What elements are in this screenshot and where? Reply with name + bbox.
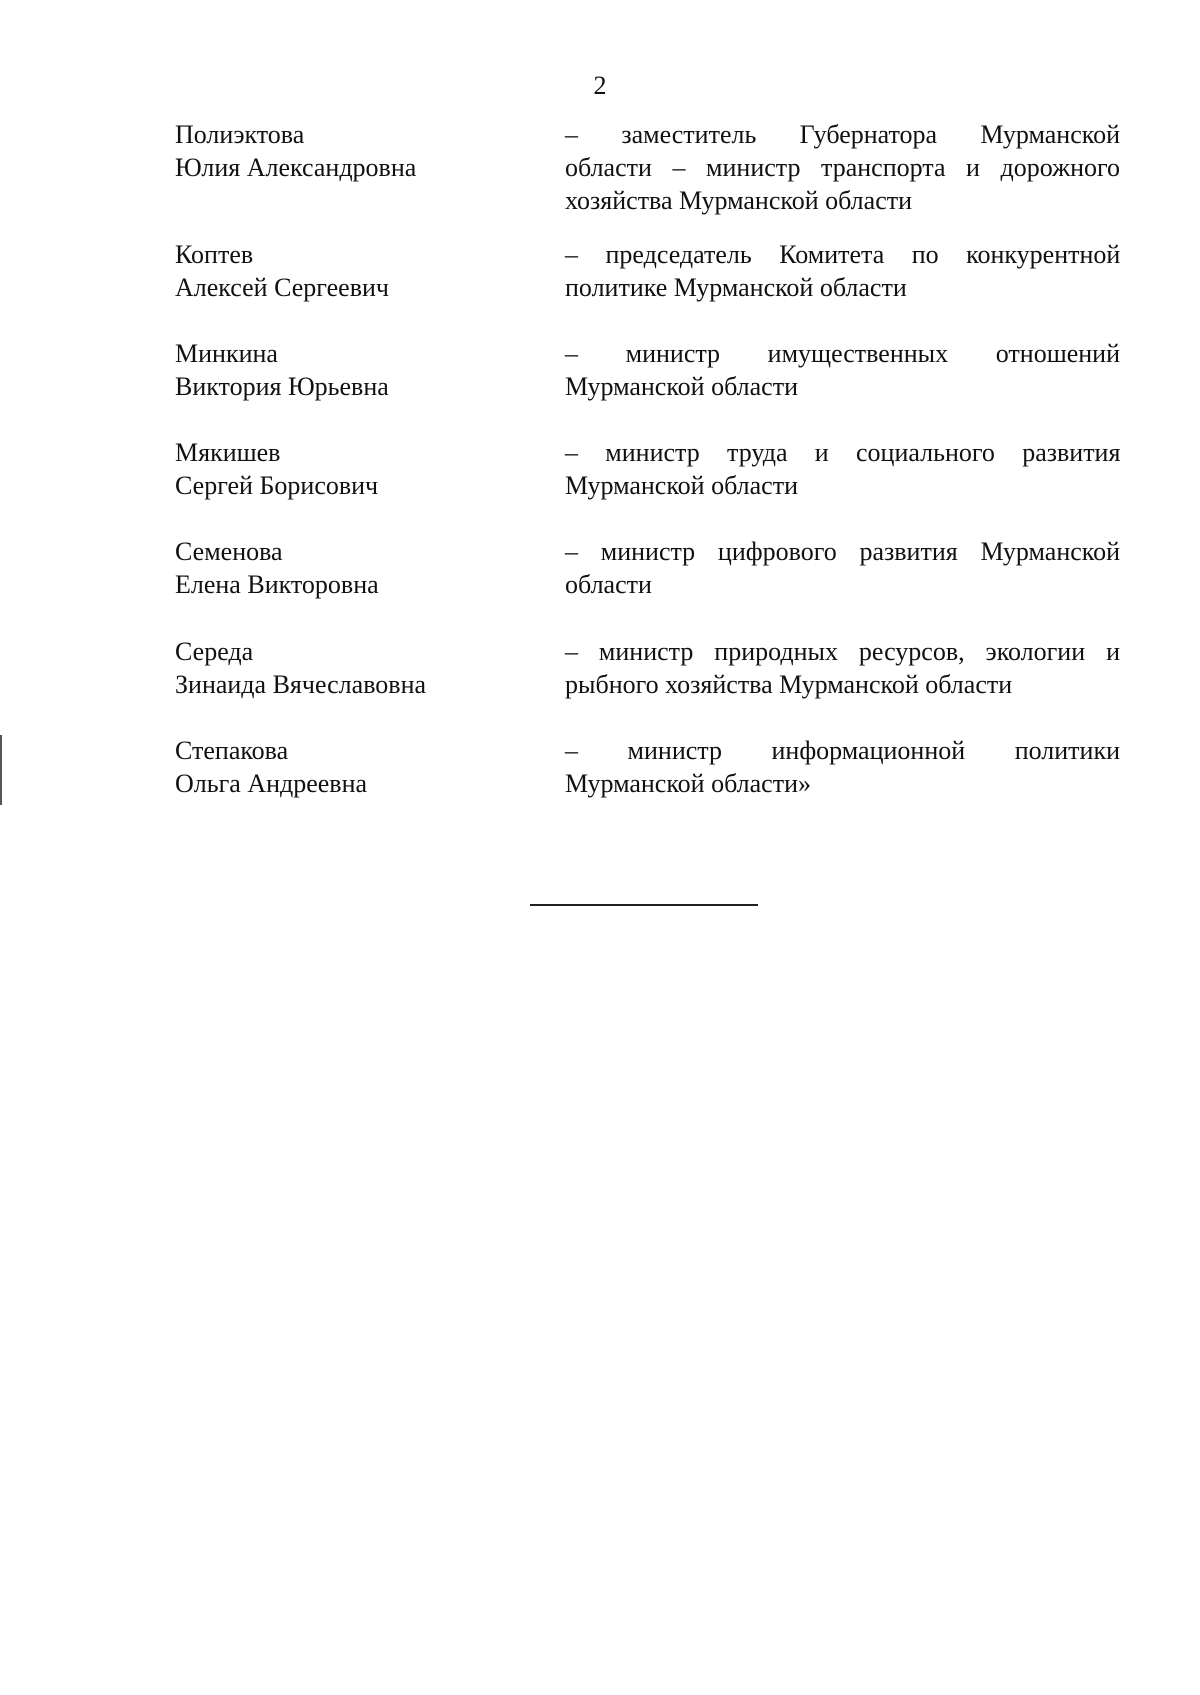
member-name xyxy=(175,238,565,337)
role-line: Мурманской области» xyxy=(565,769,811,798)
member-surname: Степакова xyxy=(175,736,289,765)
member-surname: Минкина xyxy=(175,339,278,368)
member-entry xyxy=(175,535,1120,635)
scan-margin-mark xyxy=(0,735,2,805)
role-line: политике Мурманской области xyxy=(565,273,907,302)
member-surname: Семенова xyxy=(175,537,283,566)
member-name xyxy=(175,535,565,635)
member-given-names: Ольга Андреевна xyxy=(175,769,368,798)
member-given-names: Зинаида Вячеславовна xyxy=(175,670,427,699)
member-given-names: Елена Викторовна xyxy=(175,570,379,599)
member-role xyxy=(565,734,1120,804)
member-role xyxy=(565,337,1120,436)
member-role xyxy=(565,436,1120,535)
member-given-names: Виктория Юрьевна xyxy=(175,372,389,401)
member-role xyxy=(565,118,1120,238)
member-surname: Коптев xyxy=(175,240,254,269)
end-separator-line xyxy=(530,904,758,906)
member-given-names: Алексей Сергеевич xyxy=(175,273,389,302)
role-line: – председатель Комитета по конкурентной xyxy=(565,240,1121,269)
role-line: – министр цифрового развития Мурманской xyxy=(565,537,1121,566)
member-entry xyxy=(175,734,1120,804)
role-line: – министр имущественных отношений xyxy=(565,339,1120,368)
member-surname: Полиэктова xyxy=(175,120,305,149)
member-given-names: Сергей Борисович xyxy=(175,471,379,500)
member-entry xyxy=(175,238,1120,337)
role-line: – заместитель Губернатора Мурманской xyxy=(565,120,1120,149)
member-name xyxy=(175,118,565,238)
member-name xyxy=(175,734,565,804)
role-line: области – министр транспорта и дорожного xyxy=(565,153,1120,182)
member-surname: Мякишев xyxy=(175,438,281,467)
member-role xyxy=(565,535,1120,635)
role-line: – министр природных ресурсов, экологии и xyxy=(565,637,1120,666)
member-name xyxy=(175,337,565,436)
member-surname: Середа xyxy=(175,637,254,666)
role-line: Мурманской области xyxy=(565,372,798,401)
member-role xyxy=(565,238,1120,337)
role-line: Мурманской области xyxy=(565,471,798,500)
role-line: – министр труда и социального развития xyxy=(565,438,1121,467)
role-line: области xyxy=(565,570,652,599)
page-number: 2 xyxy=(593,71,607,100)
member-given-names: Юлия Александровна xyxy=(175,153,417,182)
member-entry xyxy=(175,337,1120,436)
member-role xyxy=(565,635,1120,734)
member-name xyxy=(175,436,565,535)
member-entry xyxy=(175,436,1120,535)
member-list xyxy=(175,118,1120,804)
member-name xyxy=(175,635,565,734)
member-entry xyxy=(175,118,1120,238)
role-line: хозяйства Мурманской области xyxy=(565,186,913,215)
role-line: – министр информационной политики xyxy=(565,736,1120,765)
member-entry xyxy=(175,635,1120,734)
role-line: рыбного хозяйства Мурманской области xyxy=(565,670,1013,699)
